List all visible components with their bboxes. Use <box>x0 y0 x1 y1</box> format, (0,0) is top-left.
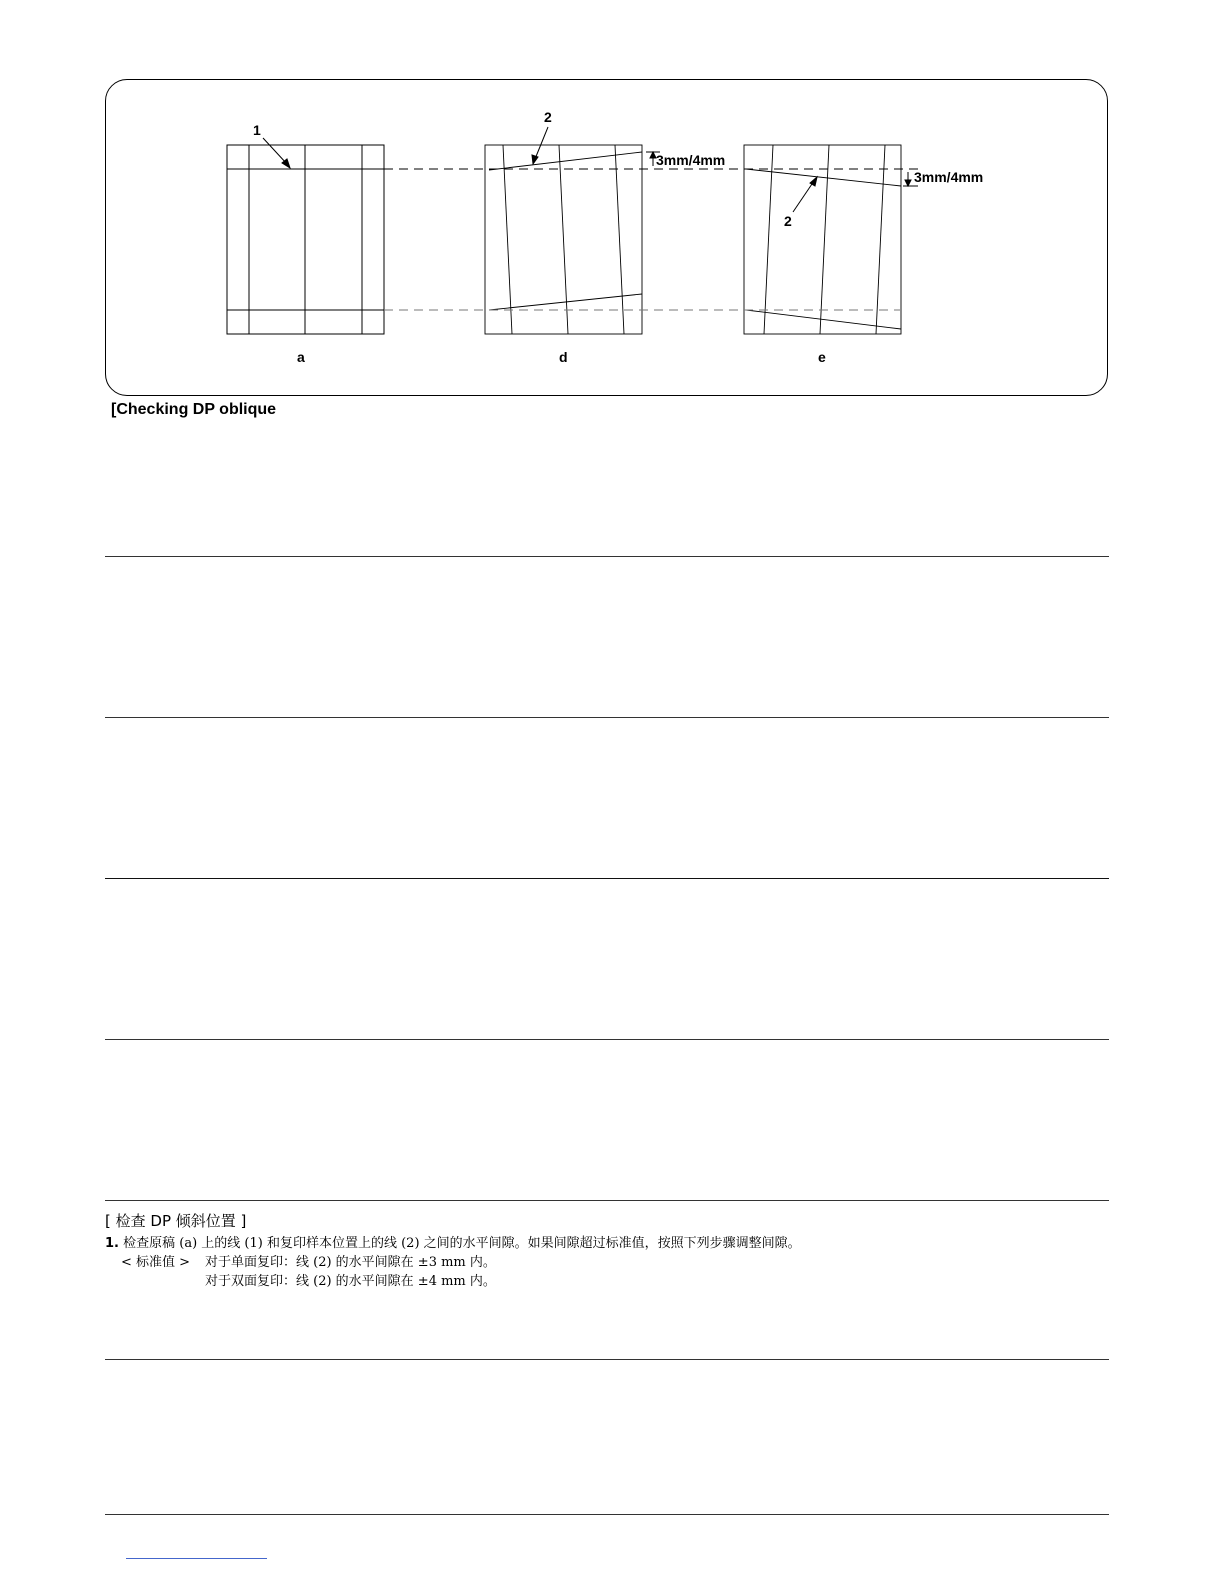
step-text: 检查原稿 (a) 上的线 (1) 和复印样本位置上的线 (2) 之间的水平间隙。如果间隙超过标准值，按照下列步骤调整间隙。 <box>123 1236 801 1251</box>
section-divider <box>105 1359 1109 1360</box>
footer-link-underline <box>126 1558 267 1559</box>
step-number: 1. <box>105 1236 119 1251</box>
callout-2-label-e: 2 <box>784 213 792 229</box>
section-title-cn: [ 检查 DP 倾斜位置 ] <box>105 1212 247 1230</box>
gap-label-d: 3mm/4mm <box>656 152 726 168</box>
dp-oblique-diagram <box>0 0 1224 420</box>
standard-value-label: < 标准值 > <box>121 1255 191 1270</box>
section-divider <box>105 1039 1109 1040</box>
callout-1-label: 1 <box>253 122 261 138</box>
original-sheet-a <box>227 145 384 334</box>
section-divider <box>105 878 1109 879</box>
section-divider <box>105 1514 1109 1515</box>
copy-sample-d <box>485 145 642 334</box>
step-1 <box>105 1232 801 1251</box>
caption-e: e <box>818 349 826 365</box>
standard-duplex: 对于双面复印：线 (2) 的水平间隙在 ±4 mm 内。 <box>205 1274 496 1289</box>
copy-sample-e <box>744 145 901 334</box>
caption-a: a <box>297 349 305 365</box>
section-divider <box>105 556 1109 557</box>
callout-2-label-d: 2 <box>544 109 552 125</box>
section-divider <box>105 1200 1109 1201</box>
gap-label-e: 3mm/4mm <box>914 169 984 185</box>
standard-single-sided: 对于单面复印：线 (2) 的水平间隙在 ±3 mm 内。 <box>205 1255 496 1270</box>
section-title-en: [Checking DP oblique <box>111 401 277 418</box>
section-divider <box>105 717 1109 718</box>
caption-d: d <box>559 349 568 365</box>
